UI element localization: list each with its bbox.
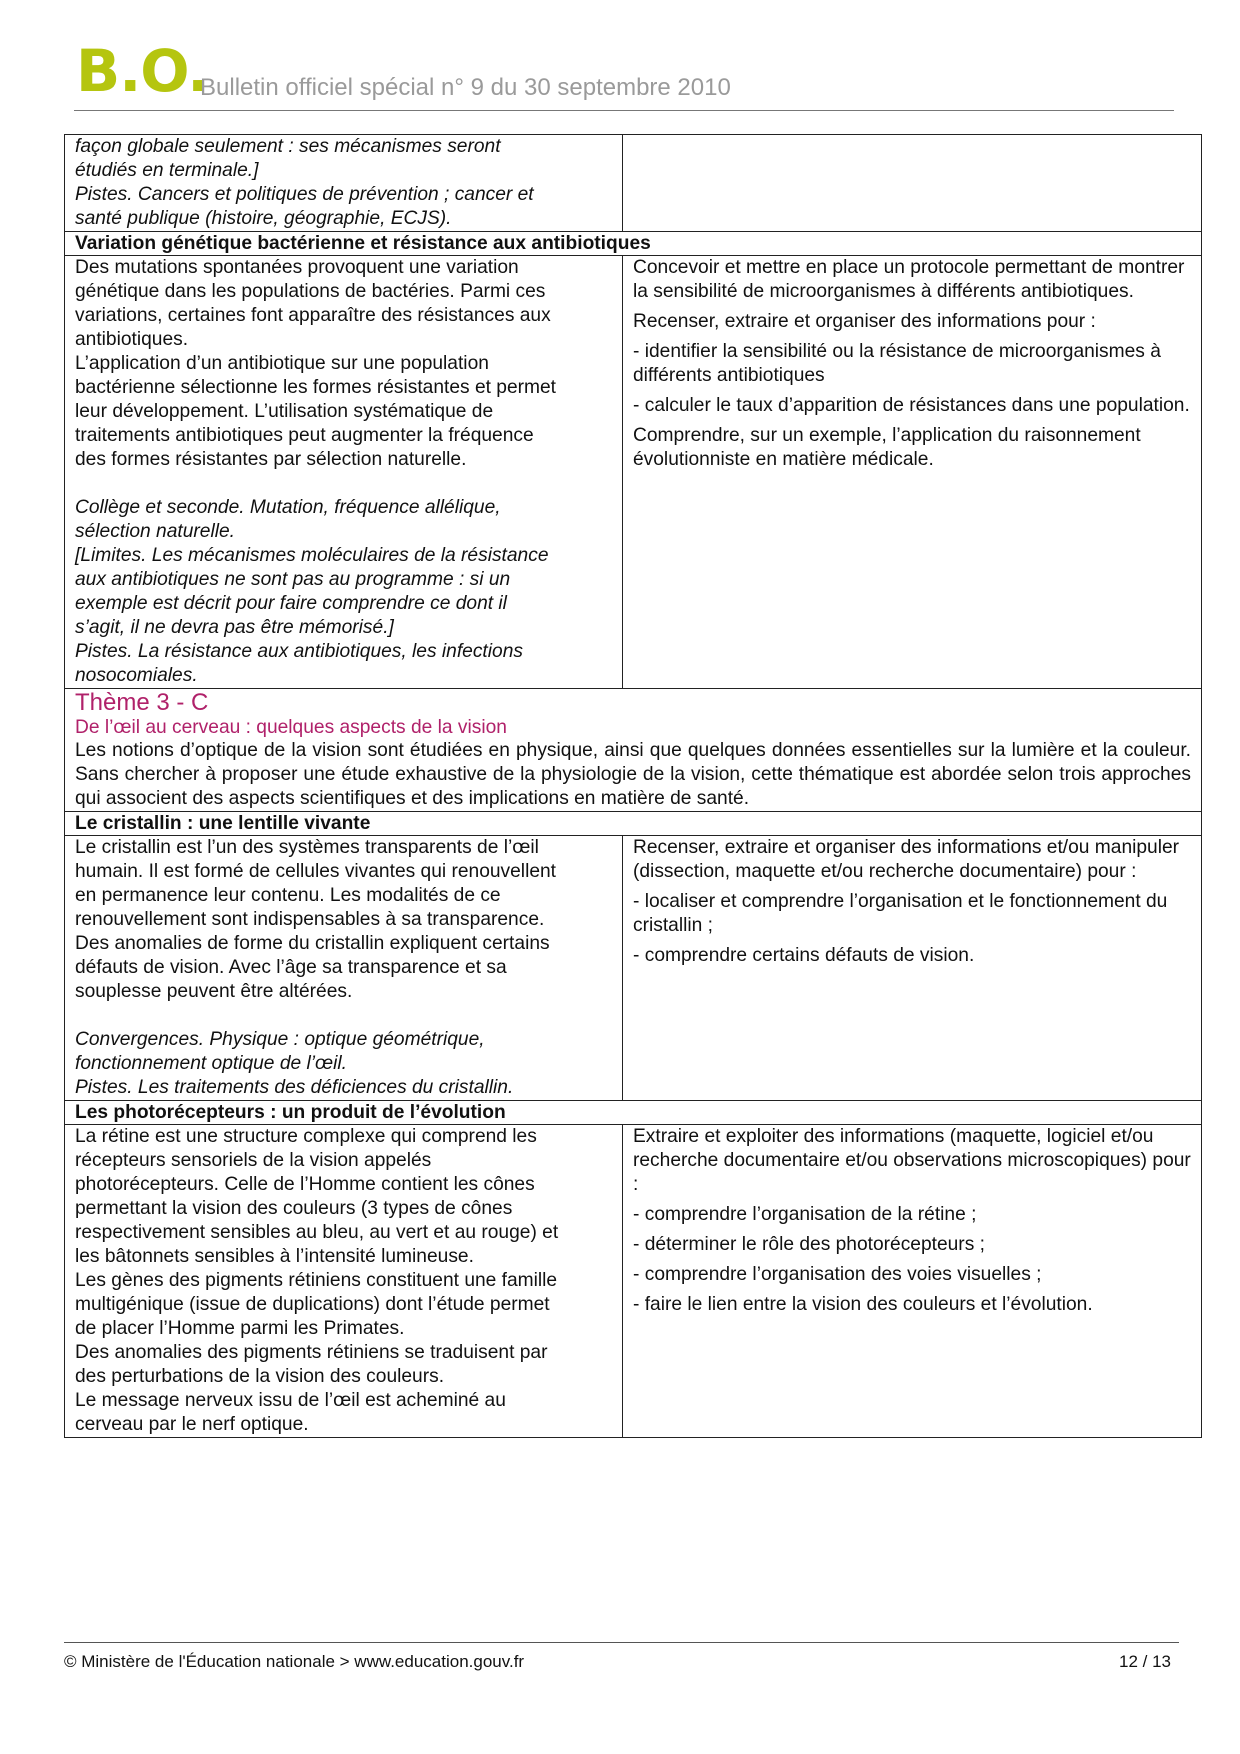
text-line: des formes résistantes par sélection naturelle. [75,449,467,470]
text-line: leur développement. L’utilisation systématique de [75,401,494,422]
text-line: traitements antibiotiques peut augmenter la fréquence [75,425,534,446]
text-line: renouvellement sont indispensables à sa transparence. [75,909,545,930]
skill-item: Recenser, extraire et organiser des informations pour : [633,311,1096,332]
section-heading-antibiotiques: Variation génétique bactérienne et résistance aux antibiotiques [65,232,1202,256]
section-heading-row [65,232,1202,256]
text-line: Convergences. Physique : optique géométrique, [75,1029,485,1050]
text-line: multigénique (issue de duplications) dont l’étude permet [75,1294,550,1315]
text-line: façon globale seulement : ses mécanismes seront [75,136,501,157]
section3-left [65,1125,623,1438]
section-content-row [65,836,1202,1101]
theme-subtitle: De l’œil au cerveau : quelques aspects de la vision [75,717,507,738]
page-footer [64,1642,1179,1671]
section-heading-row [65,1101,1202,1125]
section1-right [623,256,1202,689]
skill-item: - comprendre l’organisation de la rétine ; [633,1204,977,1225]
skill-item: - localiser et comprendre l’organisation et le fonctionnement du cristallin ; [633,891,1168,936]
text-line: génétique dans les populations de bactéries. Parmi ces [75,281,546,302]
text-line: en permanence leur contenu. Les modalités de ce [75,885,501,906]
skill-item: Recenser, extraire et organiser des informations et/ou manipuler (dissection, maquette et/ou recherche documentaire) pour : [633,837,1180,882]
text-line: souplesse peuvent être altérées. [75,981,353,1002]
skill-item: - comprendre certains défauts de vision. [633,945,975,966]
text-line: s’agit, il ne devra pas être mémorisé.] [75,617,394,638]
skill-item: Concevoir et mettre en place un protocole permettant de montrer la sensibilité de microorganismes à différents antibiotiques. [633,257,1185,302]
section3-right [623,1125,1202,1438]
section-content-row [65,1125,1202,1438]
text-line: cerveau par le nerf optique. [75,1414,309,1435]
text-line: de placer l’Homme parmi les Primates. [75,1318,405,1339]
text-line: Collège et seconde. Mutation, fréquence allélique, [75,497,501,518]
section2-right [623,836,1202,1101]
skill-item: - faire le lien entre la vision des couleurs et l’évolution. [633,1294,1093,1315]
text-line: antibiotiques. [75,329,189,350]
text-line: Pistes. La résistance aux antibiotiques, les infections [75,641,523,662]
text-line: étudiés en terminale.] [75,160,259,181]
section-heading-row [65,812,1202,836]
text-line: des perturbations de la vision des couleurs. [75,1366,445,1387]
theme-title: Thème 3 - C [75,689,209,716]
skill-item: Extraire et exploiter des informations (maquette, logiciel et/ou recherche documentaire et/ou observations microscopiques) pour : [633,1126,1191,1195]
text-line: défauts de vision. Avec l’âge sa transparence et sa [75,957,507,978]
section-heading-cristallin: Le cristallin : une lentille vivante [65,812,1202,836]
text-line: sélection naturelle. [75,521,235,542]
text-line: nosocomiales. [75,665,198,686]
text-line: Pistes. Cancers et politiques de prévention ; cancer et [75,184,534,205]
text-line: santé publique (histoire, géographie, ECJS). [75,208,452,229]
text-line: récepteurs sensoriels de la vision appelés [75,1150,432,1171]
continuation-left [65,135,623,232]
text-line: La rétine est une structure complexe qui comprend les [75,1126,537,1147]
page-number: 12 / 13 [1119,1652,1171,1671]
footer-copyright: © Ministère de l'Éducation nationale > www.education.gouv.fr [64,1652,525,1671]
theme-intro: Les notions d’optique de la vision sont étudiées en physique, ainsi que quelques données essentielles sur la lumière et la couleur. Sans chercher à proposer une étude exhaustive de la physiologie de la vision, cette thématique est abordée selon trois approches qui associent des aspects scientifiques et des implications en matière de santé. [75,740,1191,809]
text-line: Des anomalies de forme du cristallin expliquent certains [75,933,550,954]
skill-item: - identifier la sensibilité ou la résistance de microorganismes à différents antibiotiques [633,341,1161,386]
text-line: respectivement sensibles au bleu, au vert et au rouge) et [75,1222,559,1243]
bo-logo: B.O. [76,37,209,105]
skill-item: - calculer le taux d’apparition de résistances dans une population. [633,395,1190,416]
text-line: Des anomalies des pigments rétiniens se traduisent par [75,1342,548,1363]
continuation-right [623,135,1202,232]
skill-item: - comprendre l’organisation des voies visuelles ; [633,1264,1042,1285]
text-line: variations, certaines font apparaître des résistances aux [75,305,551,326]
section-heading-photorecepteurs: Les photorécepteurs : un produit de l’évolution [65,1101,1202,1125]
text-line: fonctionnement optique de l’œil. [75,1053,347,1074]
skill-item: Comprendre, sur un exemple, l’application du raisonnement évolutionniste en matière médicale. [633,425,1141,470]
text-line: exemple est décrit pour faire comprendre ce dont il [75,593,507,614]
page-header [74,37,1174,111]
theme-row [65,689,1202,812]
theme-block [65,689,1202,812]
text-line: bactérienne sélectionne les formes résistantes et permet [75,377,556,398]
section2-left [65,836,623,1101]
text-line: Les gènes des pigments rétiniens constituent une famille [75,1270,558,1291]
text-line: photorécepteurs. Celle de l’Homme contient les cônes [75,1174,535,1195]
header-title: Bulletin officiel spécial n° 9 du 30 septembre 2010 [200,74,731,101]
skill-item: - déterminer le rôle des photorécepteurs ; [633,1234,985,1255]
section-content-row [65,256,1202,689]
text-line: Pistes. Les traitements des déficiences du cristallin. [75,1077,514,1098]
text-line: les bâtonnets sensibles à l’intensité lumineuse. [75,1246,474,1267]
text-line: Le message nerveux issu de l’œil est acheminé au [75,1390,506,1411]
text-line: Le cristallin est l’un des systèmes transparents de l’œil [75,837,539,858]
text-line: humain. Il est formé de cellules vivantes qui renouvellent [75,861,557,882]
text-line: permettant la vision des couleurs (3 types de cônes [75,1198,513,1219]
text-line: aux antibiotiques ne sont pas au programme : si un [75,569,511,590]
section1-left [65,256,623,689]
text-line: [Limites. Les mécanismes moléculaires de la résistance [75,545,549,566]
text-line: Des mutations spontanées provoquent une variation [75,257,519,278]
program-table [64,134,1202,1438]
continuation-row [65,135,1202,232]
text-line: L’application d’un antibiotique sur une population [75,353,489,374]
